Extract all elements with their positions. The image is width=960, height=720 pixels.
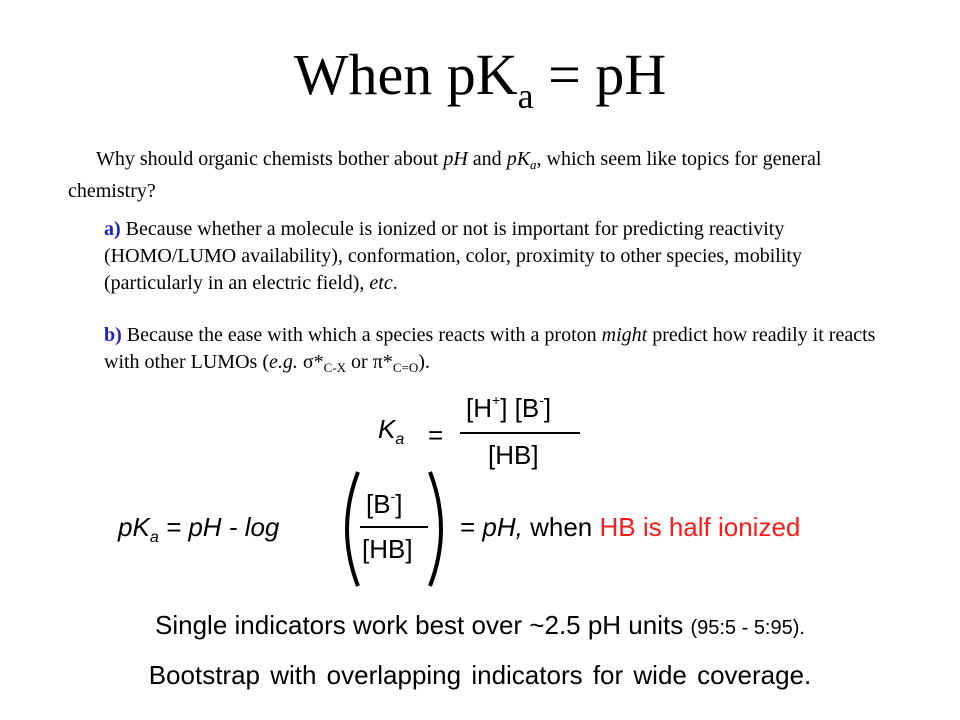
pka-lhs: $pK_a$ = pH - log	[118, 512, 280, 546]
slide-title: When $pK_a$ = pH	[293, 42, 667, 116]
bootstrap-line: Bootstrap with overlapping indicators for wide coverage.	[148, 660, 812, 690]
ka-fraction-bar	[460, 432, 580, 434]
log-denominator: [HB]	[362, 534, 413, 564]
left-paren	[332, 470, 362, 588]
log-fraction-bar	[360, 526, 428, 528]
point-a: a) Because whether a molecule is ionized or not is important for predicting reactivity (HOMO/LUMO availability), conformation, color, proximity to other species, mobility (particularly in an electric field), etc.	[104, 218, 802, 294]
right-paren	[426, 470, 456, 588]
point-b-label: b)	[104, 324, 122, 346]
ka-numerator: [H+] [B-]	[466, 392, 552, 423]
log-numerator: [B-]	[366, 488, 403, 519]
ka-equals: =	[428, 420, 444, 450]
ka-symbol: $K_a$	[378, 414, 405, 448]
ka-denominator: [HB]	[488, 440, 539, 470]
intro-paragraph: Why should organic chemists bother about pH and $pK_a$, which seem like topics for general chemistry?	[68, 148, 822, 202]
pka-rhs: = pH, when HB is half ionized	[460, 512, 801, 542]
single-indicators-line: Single indicators work best over ~2.5 pH units (95:5 - 5:95).	[155, 610, 805, 640]
half-ionized-highlight: HB is half ionized	[599, 512, 801, 542]
point-a-label: a)	[104, 218, 121, 240]
point-b: b) Because the ease with which a species reacts with a proton might predict how readily it reacts with other LUMOs (e.g. $\sigma*_{C-X}$ or $\pi*_{C=O}$).	[104, 324, 876, 375]
